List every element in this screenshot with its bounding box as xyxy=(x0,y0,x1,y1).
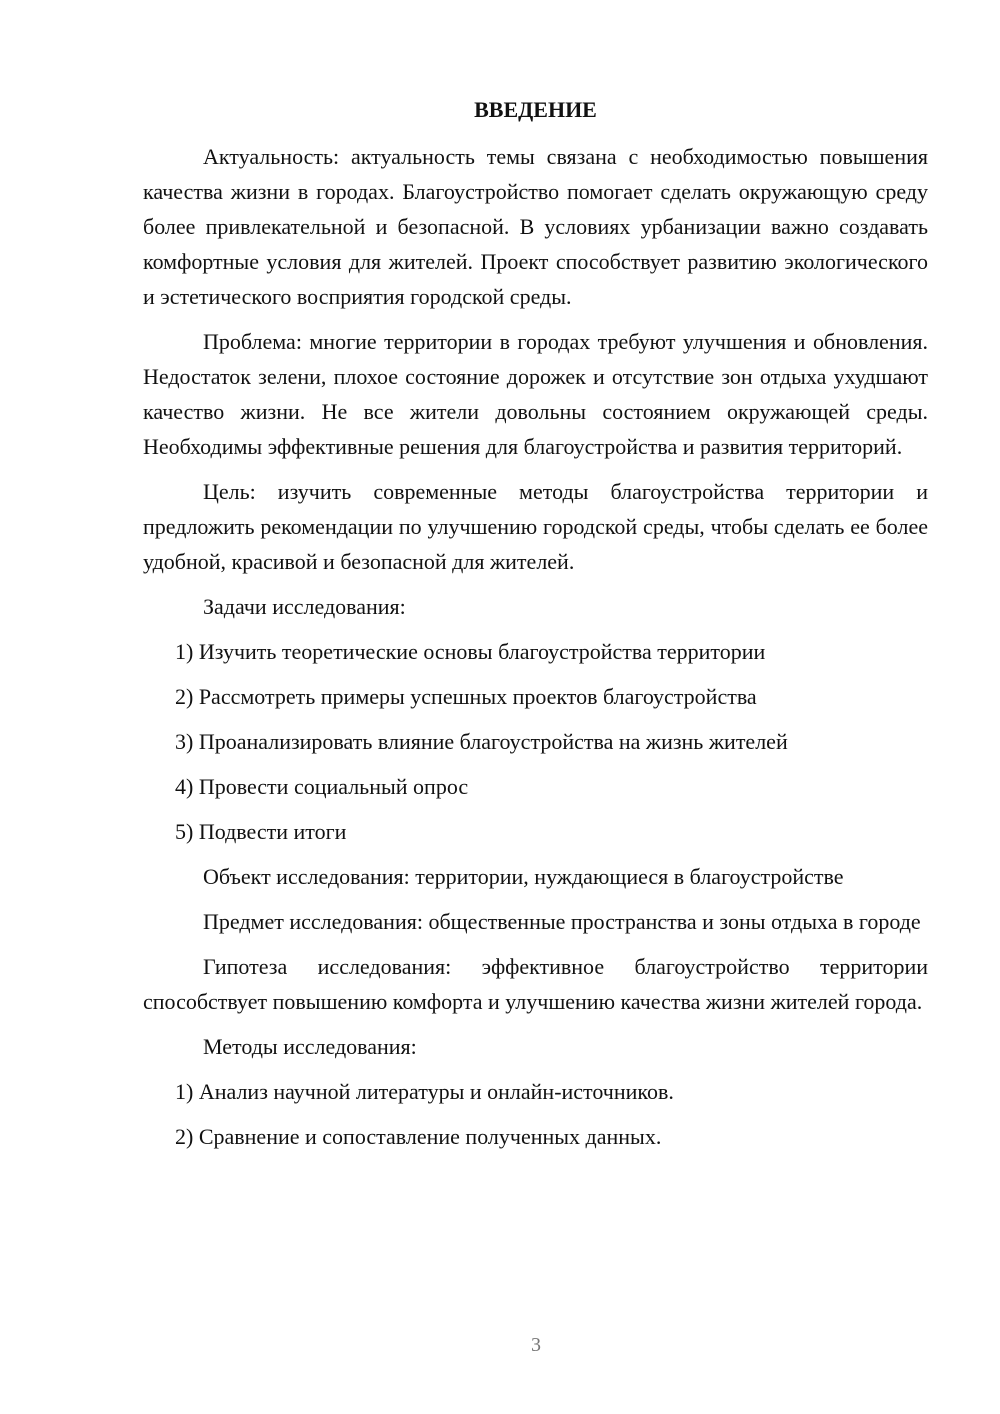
methods-list xyxy=(143,1074,928,1154)
object-paragraph: Объект исследования: территории, нуждающиеся в благоустройстве xyxy=(203,864,844,889)
list-item: 1) Анализ научной литературы и онлайн-источников. xyxy=(175,1079,674,1104)
problem-paragraph: Проблема: многие территории в городах требуют улучшения и обновления. Недостаток зелени, плохое состояние дорожек и отсутствие зон отдыха ухудшают качество жизни. Не все жители довольны состоянием окружающей среды. Необходимы эффективные решения для благоустройства и развития территорий. xyxy=(143,329,928,459)
goal-paragraph: Цель: изучить современные методы благоустройства территории и предложить рекомендации по улучшению городской среды, чтобы сделать ее более удобной, красивой и безопасной для жителей. xyxy=(143,479,928,574)
page-title: ВВЕДЕНИЕ xyxy=(474,97,597,122)
document-body xyxy=(143,95,928,1164)
list-item: 2) Сравнение и сопоставление полученных данных. xyxy=(175,1124,662,1149)
tasks-heading: Задачи исследования: xyxy=(203,594,406,619)
subject-paragraph: Предмет исследования: общественные пространства и зоны отдыха в городе xyxy=(203,909,921,934)
methods-heading: Методы исследования: xyxy=(203,1034,417,1059)
page-number: 3 xyxy=(531,1334,541,1356)
list-item: 2) Рассмотреть примеры успешных проектов благоустройства xyxy=(175,684,757,709)
list-item: 4) Провести социальный опрос xyxy=(175,774,469,799)
list-item: 3) Проанализировать влияние благоустройства на жизнь жителей xyxy=(175,729,788,754)
list-item: 5) Подвести итоги xyxy=(175,819,347,844)
hypothesis-paragraph: Гипотеза исследования: эффективное благоустройство территории способствует повышению комфорта и улучшению качества жизни жителей города. xyxy=(143,954,928,1014)
list-item: 1) Изучить теоретические основы благоустройства территории xyxy=(175,639,766,664)
tasks-list xyxy=(143,634,928,849)
relevance-paragraph: Актуальность: актуальность темы связана с необходимостью повышения качества жизни в городах. Благоустройство помогает сделать окружающую среду более привлекательной и безопасной. В условиях урбанизации важно создавать комфортные условия для жителей. Проект способствует развитию экологического и эстетического восприятия городской среды. xyxy=(143,144,928,309)
